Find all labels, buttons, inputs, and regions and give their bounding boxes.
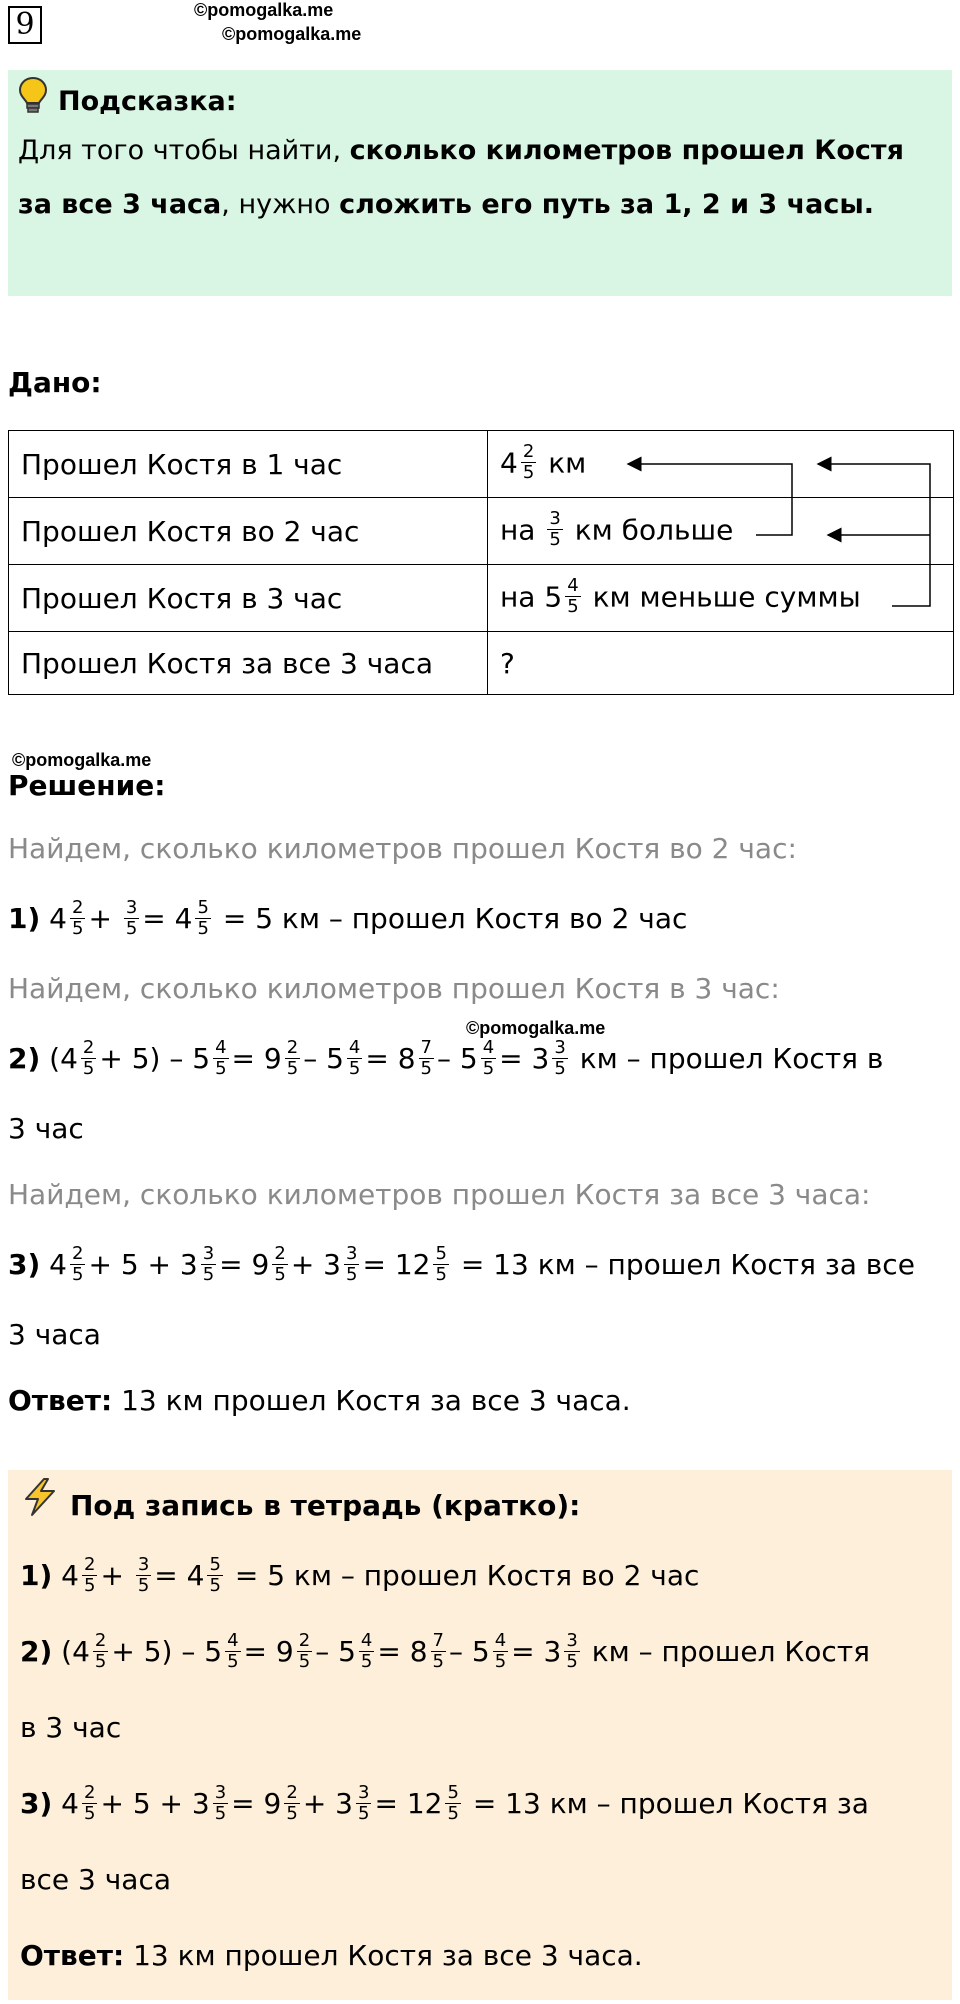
- answer: [20, 1918, 940, 1994]
- prefix: на: [500, 513, 536, 546]
- notebook-header: [20, 1478, 940, 1534]
- step-text: = 13 км – прошел Костя за все: [460, 1248, 915, 1281]
- hint-text-part: , нужно: [221, 189, 340, 220]
- hint-text-bold: сложить его путь за 1, 2 и 3 часы.: [339, 189, 875, 220]
- step-continuation: 3 час: [8, 1112, 84, 1145]
- notebook-step: 1) 4 $\frac{2}{5}$ + $\frac{3}{5}$ = 4 $\frac{5}{5}$ = 5 км – прошел Костя во 2 час: [20, 1553, 700, 1596]
- solution-step: 1) 4 $\frac{2}{5}$ + $\frac{3}{5}$ = 4 $\frac{5}{5}$ = 5 км – прошел Костя во 2 час: [8, 896, 688, 939]
- fraction: [565, 576, 580, 617]
- table-row: [9, 565, 954, 632]
- table-row: [9, 431, 954, 498]
- hint-header: [18, 80, 942, 124]
- step-label: 3): [20, 1787, 53, 1820]
- step-label: 1): [8, 902, 41, 935]
- lightning-icon: [20, 1477, 60, 1536]
- answer: [8, 1368, 952, 1434]
- step-label: 2): [20, 1635, 53, 1668]
- watermark: ©pomogalka.me: [194, 0, 334, 20]
- hint-text: [18, 124, 942, 232]
- step-text: км – прошел Костя: [591, 1635, 870, 1668]
- prefix: на: [500, 580, 536, 613]
- given-title: Дано:: [8, 366, 102, 399]
- step-continuation: 3 часа: [8, 1318, 101, 1351]
- numerator: 3: [549, 507, 561, 529]
- table-row: [9, 632, 954, 695]
- unit: км: [548, 446, 587, 479]
- given-label: Прошел Костя в 3 час: [9, 565, 488, 632]
- watermark: ©pomogalka.me: [466, 1018, 606, 1038]
- denominator: 5: [522, 461, 535, 483]
- given-value: [488, 565, 954, 632]
- fraction: [547, 509, 562, 550]
- hint-title: Подсказка:: [58, 86, 237, 117]
- step-label: 2): [8, 1042, 41, 1075]
- numerator: 2: [522, 440, 535, 462]
- step-label: 3): [8, 1248, 41, 1281]
- step-continuation: все 3 часа: [20, 1863, 171, 1896]
- given-value: ?: [488, 632, 954, 695]
- hint-text-part: Для того чтобы найти,: [18, 135, 350, 166]
- solution-step: 3) 4 $\frac{2}{5}$ + 5 + 3 $\frac{3}{5}$ = 9 $\frac{2}{5}$ + 3 $\frac{3}{5}$ = 12 $\frac{5}{5}$ = 13 км – прошел Костя за все: [8, 1242, 915, 1285]
- fraction-whole: 4: [500, 446, 518, 479]
- solution-section: [8, 762, 952, 1434]
- solution-step: 2) (4 $\frac{2}{5}$ + 5) – 5 $\frac{4}{5}$ = 9 $\frac{2}{5}$ – 5 $\frac{4}{5}$ = 8 $\frac{7}{5}$ – 5 $\frac{4}{5}$ = 3 $\frac{3}{5}$ км – прошел Костя в: [8, 1036, 884, 1079]
- notebook-box: [8, 1470, 952, 2000]
- explain-text: Найдем, сколько километров прошел Костя во 2 час:: [8, 832, 797, 865]
- step-continuation: в 3 час: [20, 1711, 122, 1744]
- watermark: ©pomogalka.me: [12, 750, 152, 770]
- given-table: [8, 430, 954, 695]
- solution-title: Решение:: [8, 769, 166, 802]
- denominator: 5: [549, 528, 561, 550]
- task-number: 9: [8, 6, 42, 44]
- step-label: 1): [20, 1559, 53, 1592]
- hint-text-bold: сколько километров прошел Костя за все 3 часа: [18, 135, 904, 220]
- step-text: = 5 км – прошел Костя во 2 час: [234, 1559, 700, 1592]
- numerator: 4: [567, 574, 579, 596]
- explain-text: Найдем, сколько километров прошел Костя в 3 час:: [8, 972, 780, 1005]
- notebook-step: 2) (4 $\frac{2}{5}$ + 5) – 5 $\frac{4}{5}$ = 9 $\frac{2}{5}$ – 5 $\frac{4}{5}$ = 8 $\frac{7}{5}$ – 5 $\frac{4}{5}$ = 3 $\frac{3}{5}$ км – прошел Костя: [20, 1629, 870, 1672]
- unit: км меньше суммы: [592, 580, 861, 613]
- given-label: Прошел Костя в 1 час: [9, 431, 488, 498]
- notebook-step: 3) 4 $\frac{2}{5}$ + 5 + 3 $\frac{3}{5}$ = 9 $\frac{2}{5}$ + 3 $\frac{3}{5}$ = 12 $\frac{5}{5}$ = 13 км – прошел Костя за: [20, 1781, 869, 1824]
- given-label: Прошел Костя за все 3 часа: [9, 632, 488, 695]
- given-value: [488, 431, 954, 498]
- fraction-whole: 5: [544, 580, 563, 613]
- given-value: [488, 498, 954, 565]
- step-text: = 13 км – прошел Костя за: [472, 1787, 869, 1820]
- notebook-title: Под запись в тетрадь (кратко):: [70, 1489, 581, 1522]
- unit: км больше: [574, 513, 734, 546]
- watermark: ©pomogalka.me: [222, 24, 362, 44]
- answer-label: Ответ:: [20, 1939, 125, 1972]
- fraction: [521, 442, 536, 483]
- given-label: Прошел Костя во 2 час: [9, 498, 488, 565]
- lightbulb-icon: [18, 76, 48, 128]
- explain-text: Найдем, сколько километров прошел Костя за все 3 часа:: [8, 1178, 871, 1211]
- hint-box: [8, 70, 952, 296]
- answer-label: Ответ:: [8, 1384, 113, 1417]
- answer-text: 13 км прошел Костя за все 3 часа.: [124, 1939, 643, 1972]
- step-text: км – прошел Костя в: [579, 1042, 884, 1075]
- step-text: = 5 км – прошел Костя во 2 час: [222, 902, 688, 935]
- answer-text: 13 км прошел Костя за все 3 часа.: [112, 1384, 631, 1417]
- denominator: 5: [567, 595, 579, 617]
- table-row: [9, 498, 954, 565]
